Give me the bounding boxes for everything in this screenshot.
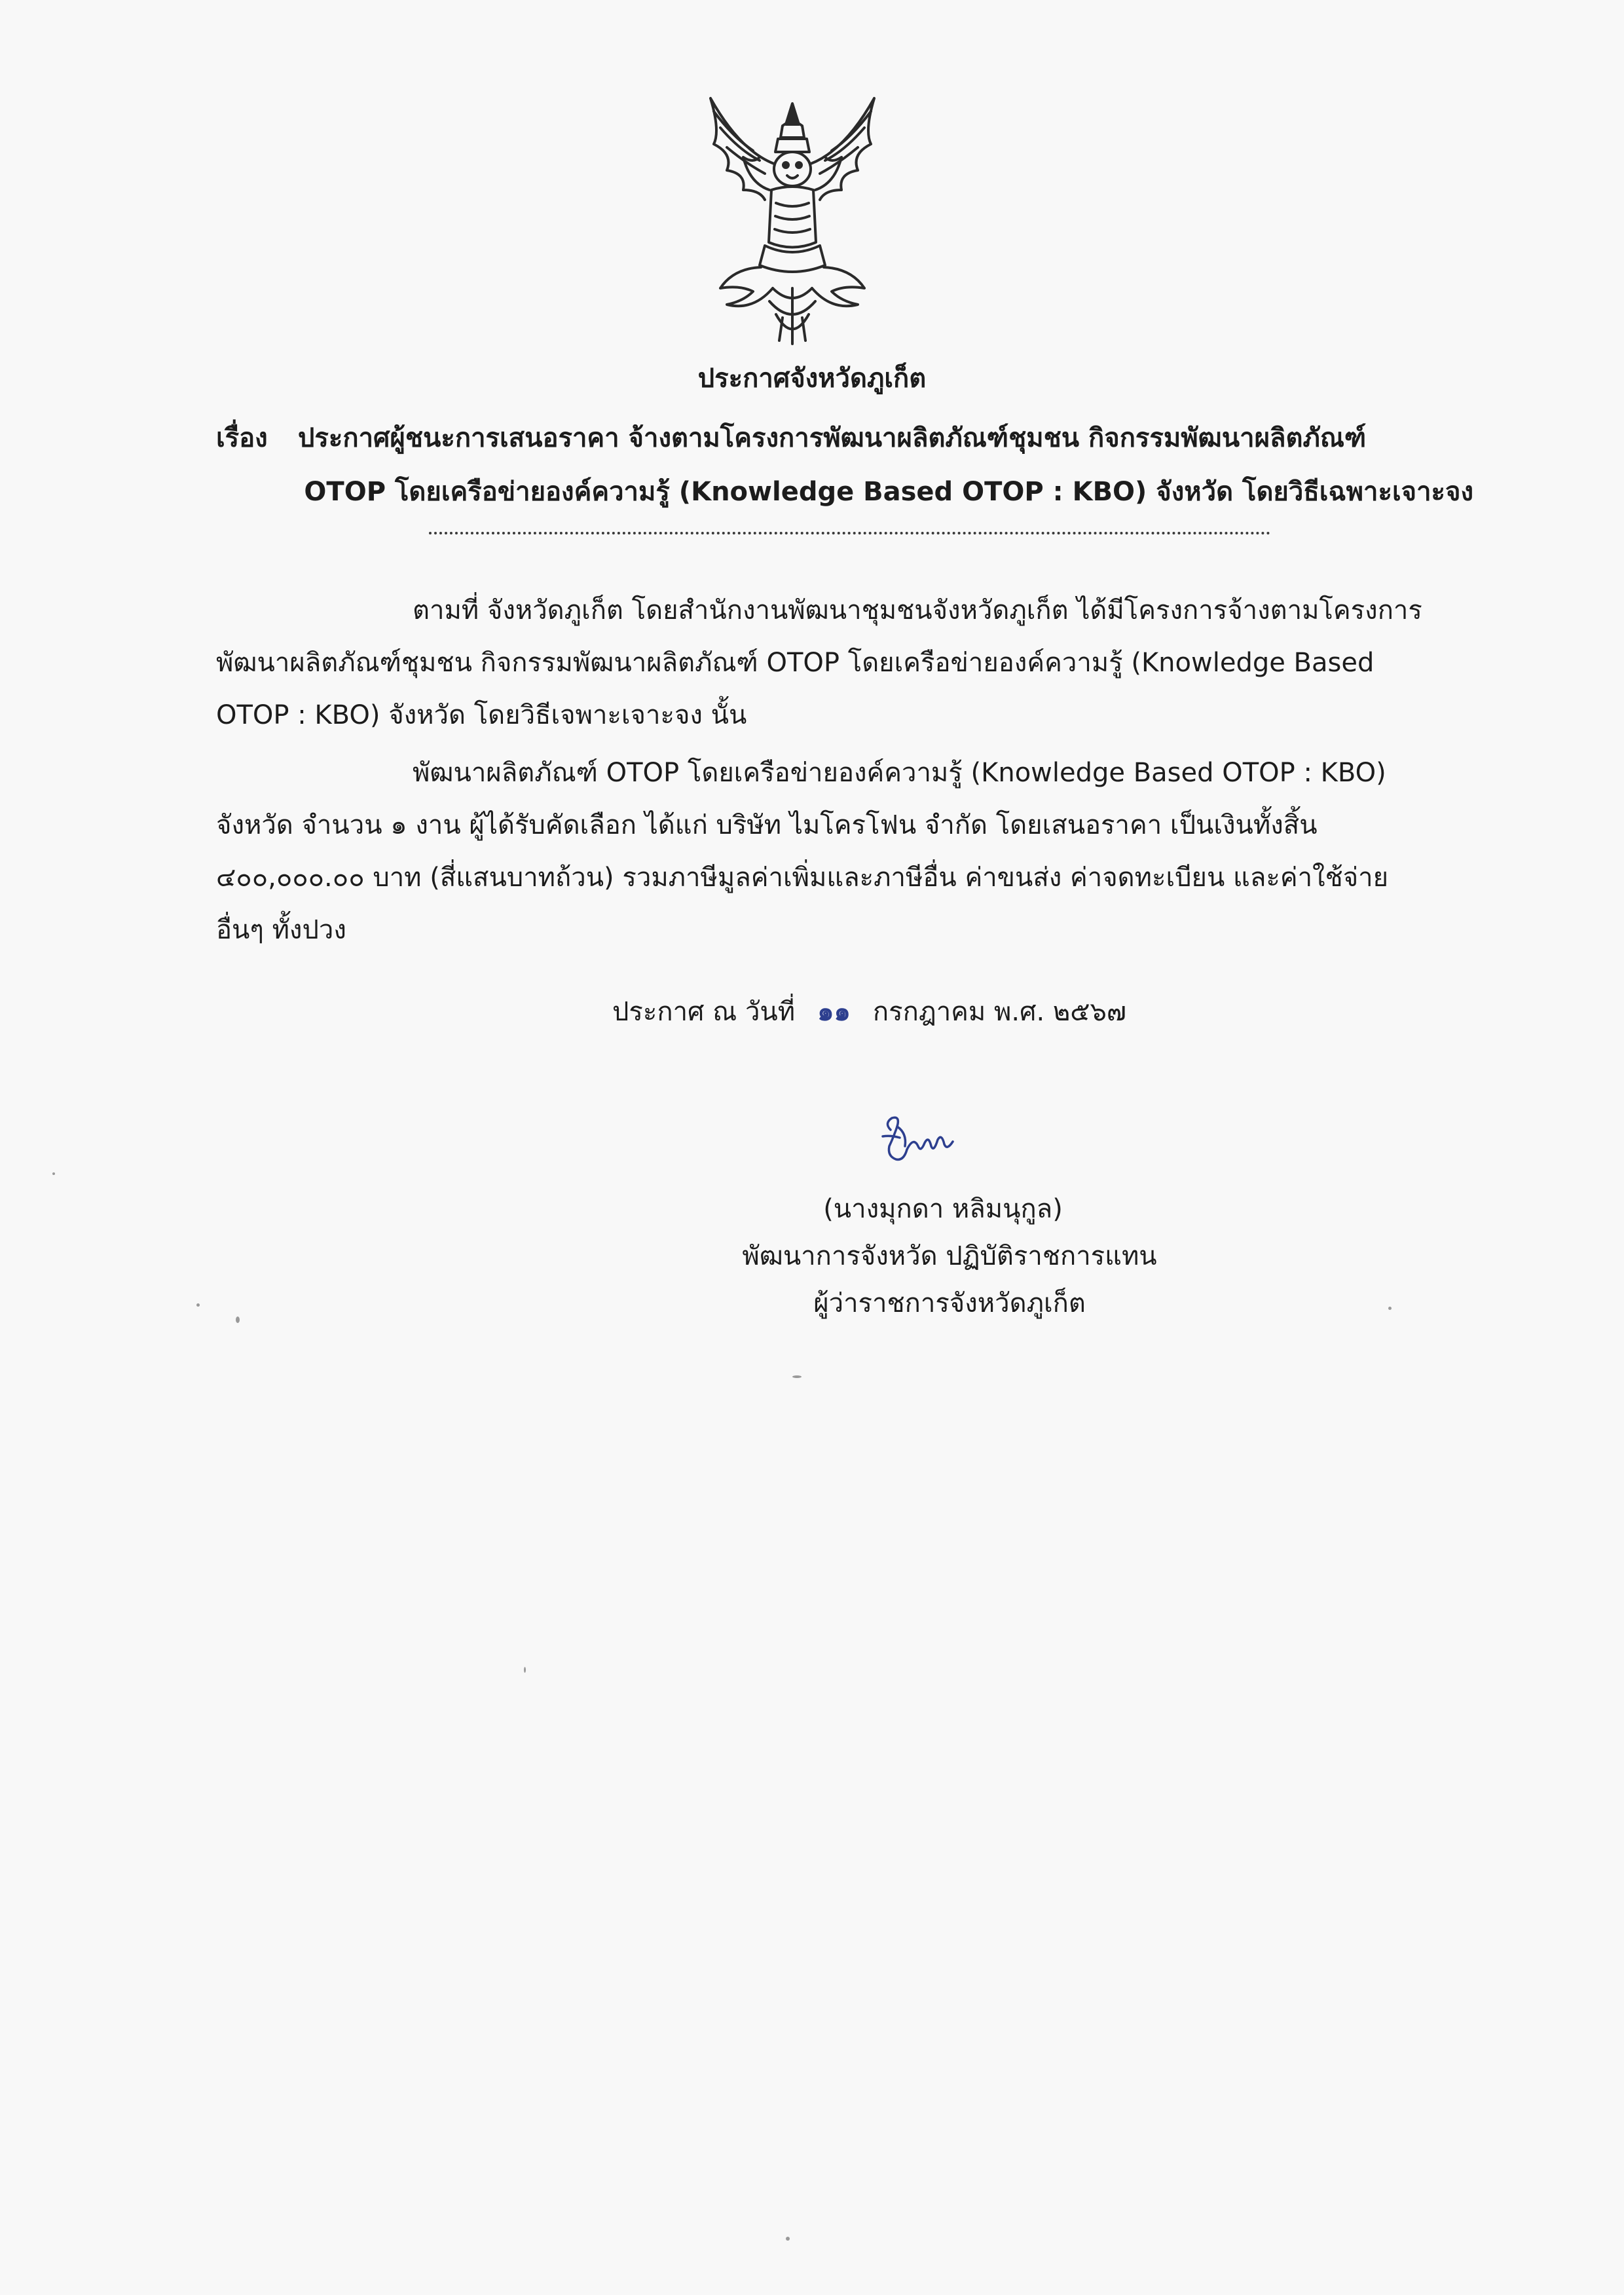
scan-speck [236, 1316, 240, 1323]
announcement-title: ประกาศจังหวัดภูเก็ต [697, 364, 927, 394]
signatory-block [655, 1185, 1244, 1327]
garuda-emblem-icon [688, 92, 897, 354]
date-day-handwritten: ๑๑ [817, 997, 851, 1027]
scan-speck [1388, 1307, 1392, 1310]
scan-speck [524, 1667, 526, 1673]
scan-speck [792, 1375, 802, 1378]
signatory-position: พัฒนาการจังหวัด ปฏิบัติราชการแทน [742, 1241, 1157, 1271]
dotted-divider [429, 532, 1270, 534]
scan-speck [196, 1303, 200, 1307]
signatory-name: (นางมุกดา หลิมนุกูล) [823, 1194, 1063, 1224]
paragraph-line: ๔๐๐,๐๐๐.๐๐ บาท (สี่แสนบาทถ้วน) รวมภาษีมูลค่าเพิ่มและภาษีอื่น ค่าขนส่ง ค่าจดทะเบียน และค่าใช้จ่าย [216, 863, 1389, 893]
body-paragraph-1 [216, 584, 1473, 741]
date-prefix: ประกาศ ณ วันที่ [612, 997, 796, 1027]
paragraph-line: อื่นๆ ทั้งปวง [216, 915, 346, 945]
subject-line-1 [216, 411, 1473, 465]
subject-block [216, 411, 1473, 519]
handwritten-signature [877, 1110, 963, 1169]
scan-speck [786, 2237, 790, 2241]
subject-line-2: OTOP โดยเครือข่ายองค์ความรู้ (Knowledge Based OTOP : KBO) จังหวัด โดยวิธีเฉพาะเจาะจง [304, 477, 1473, 507]
paragraph-line: OTOP : KBO) จังหวัด โดยวิธีเจพาะเจาะจง นั้น [216, 700, 747, 730]
subject-text-1: ประกาศผู้ชนะการเสนอราคา จ้างตามโครงการพัฒนาผลิตภัณฑ์ชุมชน กิจกรรมพัฒนาผลิตภัณฑ์ [298, 423, 1367, 453]
announcement-date [612, 986, 1126, 1038]
paragraph-line: จังหวัด จำนวน ๑ งาน ผู้ได้รับคัดเลือก ได้แก่ บริษัท ไมโครโฟน จำกัด โดยเสนอราคา เป็นเงินทั้งสิ้น [216, 810, 1318, 840]
body-paragraph-2 [216, 747, 1473, 956]
paragraph-line: ตามที่ จังหวัดภูเก็ต โดยสำนักงานพัฒนาชุมชนจังหวัดภูเก็ต ได้มีโครงการจ้างตามโครงการ [413, 595, 1422, 625]
subject-label: เรื่อง [216, 423, 268, 453]
date-month-year: กรกฎาคม พ.ศ. ๒๕๖๗ [872, 997, 1127, 1027]
scan-speck [52, 1172, 55, 1175]
paragraph-line: พัฒนาผลิตภัณฑ์ OTOP โดยเครือข่ายองค์ความรู้ (Knowledge Based OTOP : KBO) [413, 758, 1386, 788]
paragraph-line: พัฒนาผลิตภัณฑ์ชุมชน กิจกรรมพัฒนาผลิตภัณฑ์ OTOP โดยเครือข่ายองค์ความรู้ (Knowledge Based [216, 648, 1375, 678]
signatory-on-behalf: ผู้ว่าราชการจังหวัดภูเก็ต [813, 1288, 1086, 1318]
